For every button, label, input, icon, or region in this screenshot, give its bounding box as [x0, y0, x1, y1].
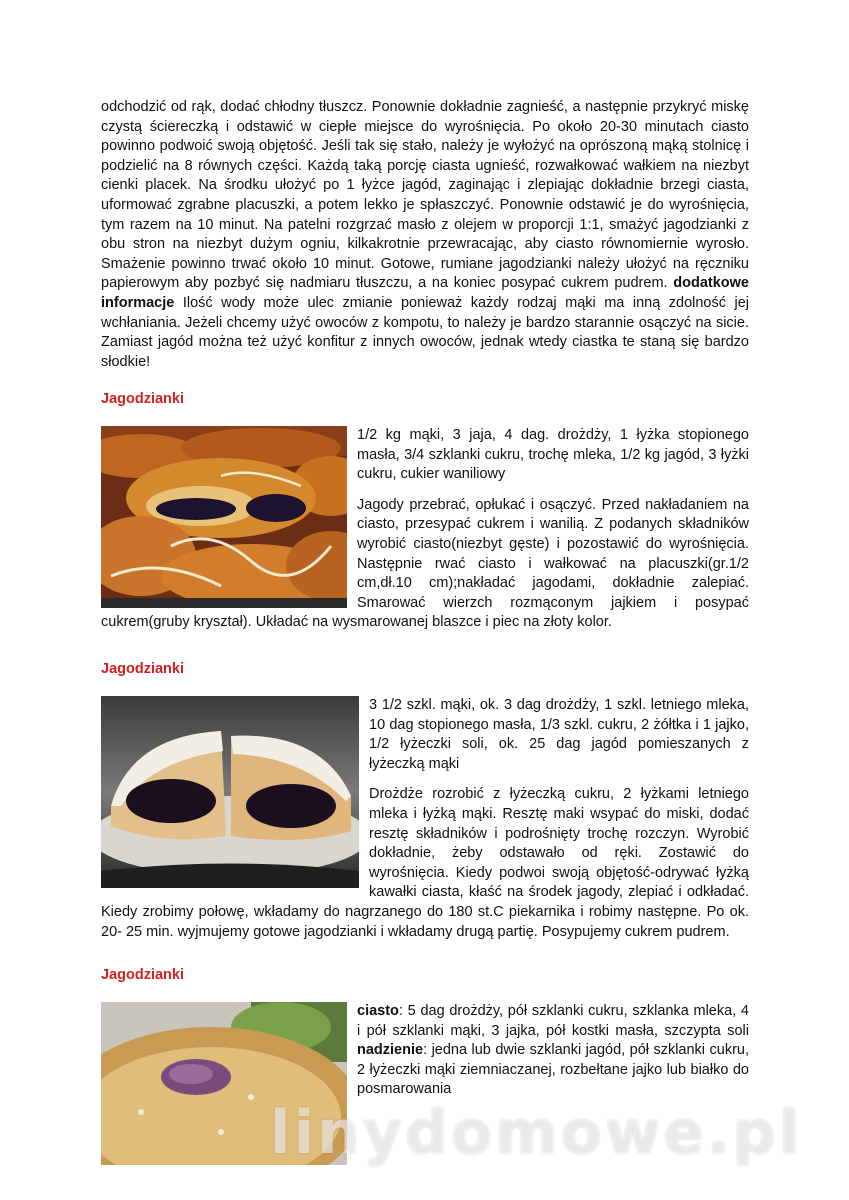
recipe-title: Jagodzianki	[101, 967, 184, 983]
intro-section	[101, 98, 749, 372]
recipe-2	[101, 660, 749, 942]
recipe-ingredients: 3 1/2 szkl. mąki, ok. 3 dag drożdży, 1 szkl. letniego mleka, 10 dag stopionego masła, 1/3 szkl. cukru, 2 żółtka i 1 jajko, 1/2 łyżeczki soli, ok. 25 dag jagód pomieszanych z łyżeczką mąki	[369, 697, 749, 772]
recipe-photo-jagodzianki-1	[101, 426, 347, 608]
filling-label: nadzienie	[357, 1042, 424, 1059]
recipe-method: Jagody przebrać, opłukać i osączyć. Przed nakładaniem na ciasto, przesypać cukrem i wanilią. Z podanych składników wyrobić ciasto(niezbyt gęste) i pozostawić do wyrośnięcia. Następnie rwać ciasto i wałkować na placuszki(gr.1/2 cm,dł.10 cm);nakładać jagodami, dokładnie zalepiać. Smarować wierzch rozmąconym jajkiem i posypać cukrem(gruby kryształ). Układać na wysmarowanej blaszce i piec na złoty kolor.	[101, 496, 749, 631]
recipe-photo-jagodzianki-3	[101, 1002, 347, 1165]
dough-text: : 5 dag drożdży, pół szklanki cukru, szklanka mleka, 4 i pół szklanki mąki, 3 jajka, pół kostki masła, szczypta soli	[357, 1003, 749, 1039]
recipe-ingredients: 1/2 kg mąki, 3 jaja, 4 dag. drożdży, 1 łyżka stopionego masła, 3/4 szklanki cukru, trochę mleka, 1/2 kg jagód, 3 łyżki cukru, cukier waniliowy	[357, 427, 749, 483]
watermark: linydomowe.pl	[270, 1098, 803, 1168]
intro-paragraph	[101, 98, 749, 372]
recipe-method: Drożdże rozrobić z łyżeczką cukru, 2 łyżkami letniego mleka i łyżką mąki. Resztę maki wsypać do miski, dodać resztę składników i podrośnięty trochę rozczyn. Wyrobić dokładnie, żeby odstawało od ręki. Zostawić do wyrośnięcia. Kiedy podwoi swoją objętość-odrywać łyżką kawałki ciasta, kłaść na środek jagody, zlepiać i odkładać. Kiedy zrobimy połowę, wkładamy do nagrzanego do 180 st.C piekarnika i robimy następne. Po ok. 20- 25 min. wyjmujemy gotowe jagodzianki i wkładamy drugą partię. Posypujemy cukrem pudrem.	[101, 786, 749, 940]
recipe-photo-jagodzianki-2	[101, 696, 359, 888]
recipe-1	[101, 390, 749, 633]
recipe-3	[101, 966, 749, 1167]
extra-info-label: dodatkowe informacje	[101, 275, 749, 311]
intro-text: odchodzić od rąk, dodać chłodny tłuszcz. Ponownie dokładnie zagnieść, a następnie przykryć miskę czystą ściereczką i odstawić w ciepłe miejsce do wyrośnięcia. Po około 20-30 minutach ciasto powinno podwoić swoją objętość. Jeśli tak się stało, należy je wyłożyć na oprószoną mąką stolnicę i podzielić na 8 równych części. Każdą taką porcję ciasta ugnieść, rozwałkować wałkiem na niezbyt cienki placek. Na środku ułożyć po 1 łyżce jagód, zaginając i zlepiając dokładnie brzegi ciasta, uformować zgrabne placuszki, a potem lekko je spłaszczyć. Ponownie odstawić je do wyrośnięcia, tym razem na 10 minut. Na patelni rozgrzać masło z olejem w proporcji 1:1, smażyć jagodzianki z obu stron na niezbyt dużym ogniu, kilkakrotnie przewracając, aby ciasto równomiernie wyrosło. Smażenie powinno trwać około 10 minut. Gotowe, rumiane jagodzianki należy ułożyć na ręczniku papierowym aby pozbyć się nadmiaru tłuszczu, a na koniec posypać cukrem pudrem.	[101, 99, 749, 292]
recipe-title: Jagodzianki	[101, 391, 184, 407]
intro-text-after: Ilość wody może ulec zmianie ponieważ każdy rodzaj mąki ma inną zdolność jej wchłaniania. Jeżeli chcemy użyć owoców z kompotu, to należy je bardzo starannie osączyć na sicie. Zamiast jagód można też użyć konfitur z innych owoców, jednak wtedy ciastka te staną się bardzo słodkie!	[101, 294, 749, 370]
dough-label: ciasto	[357, 1003, 399, 1019]
recipe-title: Jagodzianki	[101, 661, 184, 677]
filling-text: : jedna lub dwie szklanki jagód, pół szklanki cukru, 2 łyżeczki mąki ziemniaczanej, rozbełtane jajko lub białko do posmarowania	[357, 1042, 749, 1098]
